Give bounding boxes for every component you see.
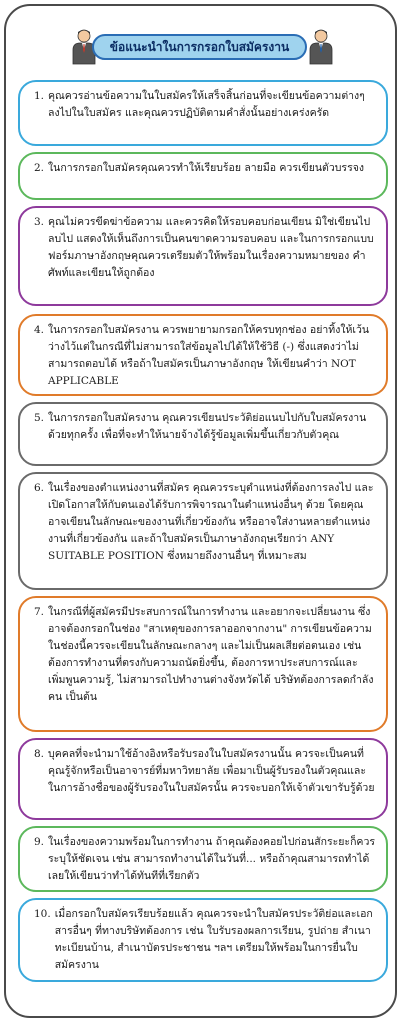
tip-number: 7. [34,606,45,618]
tip-card [18,898,388,982]
tip-card [18,402,388,466]
tip-card [18,596,388,732]
tip-number: 5. [34,412,45,424]
businessman-icon [307,28,335,66]
tip-number: 1. [34,90,45,102]
tip-card [18,738,388,820]
title-banner [70,28,335,68]
tip-card [18,314,388,396]
page-title: ข้อแนะนำในการกรอกใบสมัครงาน [92,34,307,60]
tip-card [18,826,388,892]
tip-number: 6. [34,482,45,494]
tip-text: ในการกรอกใบสมัครงาน คุณควรเขียนประวัติย่อแนบไปกับใบสมัครงานด้วยทุกครั้ง เพื่อที่จะทำให้นายจ้างได้รู้ข้อมูลเพิ่มขึ้นเกี่ยวกับตัวคุณ [48,412,367,441]
tip-number: 2. [34,162,45,174]
tip-card [18,206,388,306]
tip-text: บุคคลที่จะนำมาใช้อ้างอิงหรือรับรองในใบสมัครงานนั้น ควรจะเป็นคนที่คุณรู้จักหรือเป็นอาจารย์ที่มหาวิทยาลัย เพื่อมาเป็นผู้รับรองในตัวคุณและในการอ้างชื่อของผู้รับรองในใบสมัครนั้น ควรจะบอกให้เจ้าตัวเขารับรู้ด้วย [48,748,375,794]
tip-text: ในเรื่องของตำแหน่งงานที่สมัคร คุณควรระบุตำแหน่งที่ต้องการลงไป และเปิดโอกาสให้กับตนเองได้รับการพิจารณาในตำแหน่งอื่นๆ ด้วย โดยคุณอาจเขียนในลักษณะของงานที่เกี่ยวข้องกัน หรืออาจใส่งานหลายตำแหน่งงานที่เกี่ยวข้องกัน และถ้าใบสมัครเป็นภาษาอังกฤษเรียกว่า ANY SUITABLE POSITION ซึ่งหมายถึงงานอื่นๆ ที่เหมาะสม [48,482,374,562]
tip-text: ในกรณีที่ผู้สมัครมีประสบการณ์ในการทำงาน และอยากจะเปลี่ยนงาน ซึ่งอาจต้องกรอกในช่อง "สาเหตุของการลาออกจากงาน" การเขียนข้อความในช่องนี้ควรจะเขียนในลักษณะกลางๆ และไม่เป็นผลเสียต่อตนเอง เช่น ต้องการทำงานที่ตรงกับความถนัดยิ่งขึ้น, ต้องการหาประสบการณ์และเพิ่มพูนความรู้, ไม่สามารถไปทำงานต่างจังหวัดได้ บริษัทต้องการลดกำลังคน เป็นต้น [48,606,374,703]
tip-number: 4. [34,324,45,336]
tip-number: 10. [34,908,51,920]
tip-card [18,472,388,590]
tip-number: 9. [34,836,45,848]
tip-text: ในการกรอกใบสมัครคุณควรทำให้เรียบร้อย ลายมือ ควรเขียนตัวบรรจง [48,162,364,174]
tip-text: คุณไม่ควรขีดฆ่าข้อความ และควรคิดให้รอบคอบก่อนเขียน มิใช่เขียนไปลบไป แสดงให้เห็นถึงการเป็นคนขาดความรอบคอบ และในการกรอกแบบฟอร์มภาษาอังกฤษคุณควรเตรียมตัวให้พร้อมในเรื่องความหมายของ คำศัพท์และเขียนให้ถูกต้อง [48,216,374,279]
tip-text: เมื่อกรอกใบสมัครเรียบร้อยแล้ว คุณควรจะนำใบสมัครประวัติย่อและเอกสารอื่นๆ ที่ทางบริษัทต้องการ เช่น ใบรับรองผลการเรียน, รูปถ่าย สำเนาทะเบียนบ้าน, สำเนาบัตรประชาชน ฯลฯ เตรียมให้พร้อมในการยื่นใบสมัครงาน [54,908,373,971]
tip-text: คุณควรอ่านข้อความในใบสมัครให้เสร็จสิ้นก่อนที่จะเขียนข้อความต่างๆ ลงไปในใบสมัคร และคุณควรปฏิบัติตามคำสั่งนั้นอย่างเคร่งครัด [48,90,365,119]
tip-card [18,80,388,146]
tip-text: ในการกรอกใบสมัครงาน ควรพยายามกรอกให้ครบทุกช่อง อย่าทิ้งให้เว้นว่างไว้แต่ในกรณีที่ไม่สามารถใส่ข้อมูลไปได้ให้ใช้วิธี (-) ซึ่งแสดงว่าไม่สามารถตอบได้ หรือถ้าใบสมัครเป็นภาษาอังกฤษ ให้เขียนคำว่า NOT APPLICABLE [48,324,370,387]
tip-number: 8. [34,748,45,760]
tip-number: 3. [34,216,45,228]
tip-text: ในเรื่องของความพร้อมในการทำงาน ถ้าคุณต้องคอยไปก่อนสักระยะก็ควรระบุให้ชัดเจน เช่น สามารถทำงานได้ในวันที่... หรือถ้าคุณสามารถทำได้เลยให้เขียนว่าทำได้ทันทีที่เรียกตัว [48,836,375,882]
tip-card [18,152,388,200]
